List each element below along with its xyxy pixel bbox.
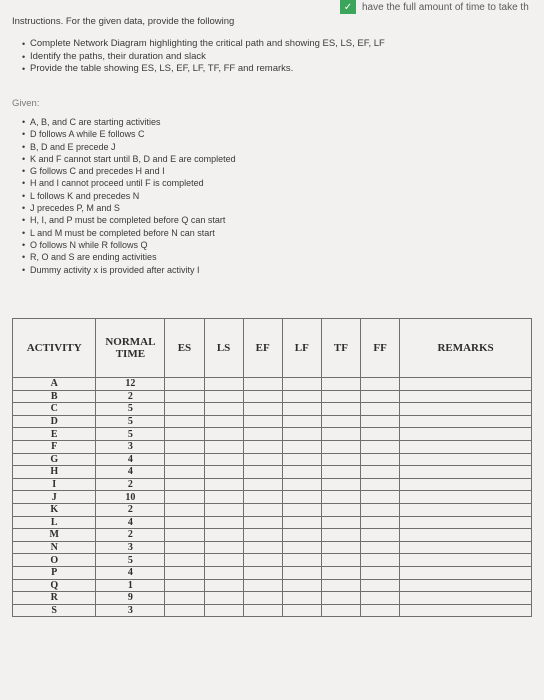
empty-cell <box>243 403 282 416</box>
empty-cell <box>165 503 204 516</box>
empty-cell <box>165 516 204 529</box>
empty-cell <box>321 491 360 504</box>
table-row <box>13 491 532 504</box>
table-row <box>13 390 532 403</box>
list-item <box>22 177 236 189</box>
empty-cell <box>243 378 282 391</box>
normal-time-cell: 2 <box>96 503 165 516</box>
table-row <box>13 503 532 516</box>
empty-cell <box>165 604 204 617</box>
empty-cell <box>165 554 204 567</box>
table-row <box>13 554 532 567</box>
empty-cell <box>400 428 532 441</box>
empty-cell <box>361 453 400 466</box>
empty-cell <box>321 466 360 479</box>
activity-cell: N <box>13 541 96 554</box>
normal-time-cell: 9 <box>96 592 165 605</box>
empty-cell <box>204 453 243 466</box>
list-item <box>22 153 236 165</box>
empty-cell <box>282 604 321 617</box>
empty-cell <box>243 566 282 579</box>
normal-time-cell: 12 <box>96 378 165 391</box>
empty-cell <box>321 403 360 416</box>
empty-cell <box>204 554 243 567</box>
empty-cell <box>243 453 282 466</box>
empty-cell <box>321 415 360 428</box>
list-item-text: D follows A while E follows C <box>30 129 145 140</box>
bullet-icon: • <box>22 227 26 238</box>
normal-time-cell: 5 <box>96 403 165 416</box>
empty-cell <box>321 579 360 592</box>
activity-cell: E <box>13 428 96 441</box>
empty-cell <box>400 529 532 542</box>
bullet-icon: • <box>22 166 26 177</box>
bullet-icon: • <box>22 215 26 226</box>
normal-time-cell: 5 <box>96 415 165 428</box>
empty-cell <box>165 466 204 479</box>
list-item-text: A, B, and C are starting activities <box>30 117 161 127</box>
activity-cell: M <box>13 529 96 542</box>
bullet-icon: • <box>22 141 26 152</box>
normal-time-cell: 1 <box>96 579 165 592</box>
empty-cell <box>282 390 321 403</box>
list-item-text: H and I cannot proceed until F is completed <box>30 178 204 189</box>
empty-cell <box>361 579 400 592</box>
header-remarks: REMARKS <box>400 319 532 378</box>
normal-time-cell: 4 <box>96 453 165 466</box>
list-item <box>22 239 236 251</box>
empty-cell <box>204 466 243 479</box>
list-item-text: J precedes P, M and S <box>30 203 120 214</box>
empty-cell <box>204 478 243 491</box>
empty-cell <box>400 516 532 529</box>
list-item <box>22 116 236 128</box>
empty-cell <box>282 566 321 579</box>
empty-cell <box>361 554 400 567</box>
empty-cell <box>243 554 282 567</box>
empty-cell <box>361 390 400 403</box>
bullet-icon: • <box>22 51 26 62</box>
empty-cell <box>400 604 532 617</box>
normal-time-cell: 3 <box>96 440 165 453</box>
bullet-icon: • <box>22 129 26 140</box>
list-item-text: O follows N while R follows Q <box>30 239 148 250</box>
list-item <box>22 51 385 64</box>
list-item <box>22 165 236 177</box>
empty-cell <box>204 403 243 416</box>
empty-cell <box>400 466 532 479</box>
table-row <box>13 604 532 617</box>
bullet-icon: • <box>22 252 26 263</box>
instructions-list <box>22 38 385 76</box>
empty-cell <box>321 440 360 453</box>
empty-cell <box>243 516 282 529</box>
empty-cell <box>282 428 321 441</box>
empty-cell <box>204 604 243 617</box>
empty-cell <box>165 478 204 491</box>
empty-cell <box>321 503 360 516</box>
empty-cell <box>282 478 321 491</box>
table-row <box>13 529 532 542</box>
normal-time-cell: 10 <box>96 491 165 504</box>
empty-cell <box>321 378 360 391</box>
list-item-text: K and F cannot start until B, D and E are completed <box>30 153 236 164</box>
bullet-icon: • <box>22 264 26 275</box>
empty-cell <box>165 428 204 441</box>
empty-cell <box>400 478 532 491</box>
empty-cell <box>400 592 532 605</box>
empty-cell <box>321 566 360 579</box>
table-row <box>13 453 532 466</box>
list-item <box>22 63 385 76</box>
table-row <box>13 566 532 579</box>
activity-cell: I <box>13 478 96 491</box>
empty-cell <box>243 541 282 554</box>
header-lf: LF <box>282 319 321 378</box>
list-item-text: G follows C and precedes H and I <box>30 166 165 177</box>
empty-cell <box>361 529 400 542</box>
empty-cell <box>243 440 282 453</box>
empty-cell <box>165 390 204 403</box>
empty-cell <box>361 592 400 605</box>
empty-cell <box>282 516 321 529</box>
bullet-icon: • <box>22 153 26 164</box>
normal-time-cell: 4 <box>96 566 165 579</box>
empty-cell <box>321 604 360 617</box>
empty-cell <box>165 579 204 592</box>
table-row <box>13 579 532 592</box>
empty-cell <box>400 579 532 592</box>
table-row <box>13 378 532 391</box>
activity-cell: J <box>13 491 96 504</box>
list-item-text: Dummy activity x is provided after activity I <box>30 264 200 275</box>
list-item <box>22 227 236 239</box>
empty-cell <box>204 390 243 403</box>
empty-cell <box>165 541 204 554</box>
header-normal-time: NORMAL TIME <box>96 319 165 378</box>
empty-cell <box>282 592 321 605</box>
instructions-heading: Instructions. For the given data, provide the following <box>12 16 235 27</box>
activity-cell: L <box>13 516 96 529</box>
empty-cell <box>204 516 243 529</box>
empty-cell <box>321 478 360 491</box>
bullet-icon: • <box>22 203 26 214</box>
list-item <box>22 128 236 140</box>
activity-cell: O <box>13 554 96 567</box>
empty-cell <box>243 466 282 479</box>
empty-cell <box>400 453 532 466</box>
empty-cell <box>321 428 360 441</box>
table-row <box>13 428 532 441</box>
list-item-text: B, D and E precede J <box>30 141 116 152</box>
empty-cell <box>400 503 532 516</box>
empty-cell <box>321 554 360 567</box>
activity-cell: C <box>13 403 96 416</box>
empty-cell <box>361 503 400 516</box>
header-ef: EF <box>243 319 282 378</box>
activity-cell: D <box>13 415 96 428</box>
empty-cell <box>204 529 243 542</box>
empty-cell <box>361 516 400 529</box>
header-es: ES <box>165 319 204 378</box>
empty-cell <box>400 566 532 579</box>
empty-cell <box>204 566 243 579</box>
table-row <box>13 592 532 605</box>
list-item-text: L follows K and precedes N <box>30 190 140 201</box>
empty-cell <box>282 403 321 416</box>
empty-cell <box>321 516 360 529</box>
empty-cell <box>243 478 282 491</box>
empty-cell <box>204 541 243 554</box>
activity-table <box>12 318 532 617</box>
top-banner <box>340 0 544 14</box>
empty-cell <box>321 592 360 605</box>
activity-table-container <box>12 318 532 617</box>
empty-cell <box>165 566 204 579</box>
activity-cell: B <box>13 390 96 403</box>
empty-cell <box>282 453 321 466</box>
empty-cell <box>204 440 243 453</box>
list-item-text: Identify the paths, their duration and slack <box>30 50 206 62</box>
empty-cell <box>361 403 400 416</box>
list-item-text: R, O and S are ending activities <box>30 252 157 263</box>
header-activity: ACTIVITY <box>13 319 96 378</box>
activity-cell: G <box>13 453 96 466</box>
table-row <box>13 440 532 453</box>
empty-cell <box>282 466 321 479</box>
empty-cell <box>165 453 204 466</box>
empty-cell <box>165 592 204 605</box>
empty-cell <box>243 491 282 504</box>
bullet-icon: • <box>22 190 26 201</box>
empty-cell <box>361 604 400 617</box>
empty-cell <box>321 390 360 403</box>
activity-cell: K <box>13 503 96 516</box>
normal-time-cell: 5 <box>96 554 165 567</box>
empty-cell <box>282 579 321 592</box>
empty-cell <box>282 541 321 554</box>
empty-cell <box>400 378 532 391</box>
empty-cell <box>204 579 243 592</box>
bullet-icon: • <box>22 117 26 127</box>
activity-cell: S <box>13 604 96 617</box>
list-item-text: Provide the table showing ES, LS, EF, LF, TF, FF and remarks. <box>30 63 294 74</box>
header-ls: LS <box>204 319 243 378</box>
header-tf: TF <box>321 319 360 378</box>
table-row <box>13 415 532 428</box>
list-item-text: Complete Network Diagram highlighting the critical path and showing ES, LS, EF, LF <box>30 38 385 49</box>
empty-cell <box>400 440 532 453</box>
empty-cell <box>204 428 243 441</box>
empty-cell <box>361 440 400 453</box>
given-label: Given: <box>12 98 40 109</box>
empty-cell <box>282 440 321 453</box>
header-ff: FF <box>361 319 400 378</box>
normal-time-cell: 2 <box>96 529 165 542</box>
empty-cell <box>282 554 321 567</box>
empty-cell <box>243 415 282 428</box>
normal-time-cell: 5 <box>96 428 165 441</box>
empty-cell <box>165 378 204 391</box>
normal-time-cell: 3 <box>96 541 165 554</box>
empty-cell <box>282 529 321 542</box>
list-item <box>22 141 236 153</box>
empty-cell <box>361 466 400 479</box>
empty-cell <box>361 541 400 554</box>
empty-cell <box>165 403 204 416</box>
table-row <box>13 466 532 479</box>
empty-cell <box>165 415 204 428</box>
empty-cell <box>204 503 243 516</box>
list-item <box>22 202 236 214</box>
empty-cell <box>361 491 400 504</box>
list-item-text: H, I, and P must be completed before Q can start <box>30 215 226 226</box>
empty-cell <box>204 491 243 504</box>
table-body <box>13 378 532 617</box>
activity-cell: Q <box>13 579 96 592</box>
empty-cell <box>400 390 532 403</box>
given-list <box>22 116 236 276</box>
banner-text: have the full amount of time to take th <box>362 1 529 13</box>
list-item <box>22 214 236 226</box>
activity-cell: P <box>13 566 96 579</box>
table-row <box>13 478 532 491</box>
table-row <box>13 541 532 554</box>
table-row <box>13 516 532 529</box>
empty-cell <box>282 503 321 516</box>
empty-cell <box>165 529 204 542</box>
empty-cell <box>243 592 282 605</box>
empty-cell <box>400 403 532 416</box>
empty-cell <box>243 529 282 542</box>
empty-cell <box>321 453 360 466</box>
table-row <box>13 403 532 416</box>
activity-cell: H <box>13 466 96 479</box>
empty-cell <box>321 541 360 554</box>
list-item <box>22 190 236 202</box>
bullet-icon: • <box>22 64 26 74</box>
empty-cell <box>282 415 321 428</box>
empty-cell <box>282 378 321 391</box>
activity-cell: R <box>13 592 96 605</box>
normal-time-cell: 2 <box>96 390 165 403</box>
empty-cell <box>204 592 243 605</box>
check-icon: ✓ <box>340 0 356 14</box>
list-item <box>22 38 385 51</box>
bullet-icon: • <box>22 178 26 189</box>
empty-cell <box>243 503 282 516</box>
empty-cell <box>400 491 532 504</box>
list-item <box>22 251 236 263</box>
activity-cell: F <box>13 440 96 453</box>
empty-cell <box>361 428 400 441</box>
table-header-row <box>13 319 532 378</box>
empty-cell <box>165 491 204 504</box>
normal-time-cell: 4 <box>96 516 165 529</box>
bullet-icon: • <box>22 39 26 49</box>
normal-time-cell: 4 <box>96 466 165 479</box>
empty-cell <box>243 579 282 592</box>
empty-cell <box>400 415 532 428</box>
normal-time-cell: 2 <box>96 478 165 491</box>
empty-cell <box>361 415 400 428</box>
empty-cell <box>165 440 204 453</box>
normal-time-cell: 3 <box>96 604 165 617</box>
bullet-icon: • <box>22 239 26 250</box>
empty-cell <box>243 428 282 441</box>
list-item <box>22 264 236 276</box>
empty-cell <box>400 541 532 554</box>
empty-cell <box>282 491 321 504</box>
empty-cell <box>361 566 400 579</box>
empty-cell <box>321 529 360 542</box>
empty-cell <box>361 478 400 491</box>
empty-cell <box>204 415 243 428</box>
empty-cell <box>400 554 532 567</box>
empty-cell <box>204 378 243 391</box>
empty-cell <box>243 604 282 617</box>
empty-cell <box>361 378 400 391</box>
empty-cell <box>243 390 282 403</box>
list-item-text: L and M must be completed before N can start <box>30 227 215 238</box>
activity-cell: A <box>13 378 96 391</box>
